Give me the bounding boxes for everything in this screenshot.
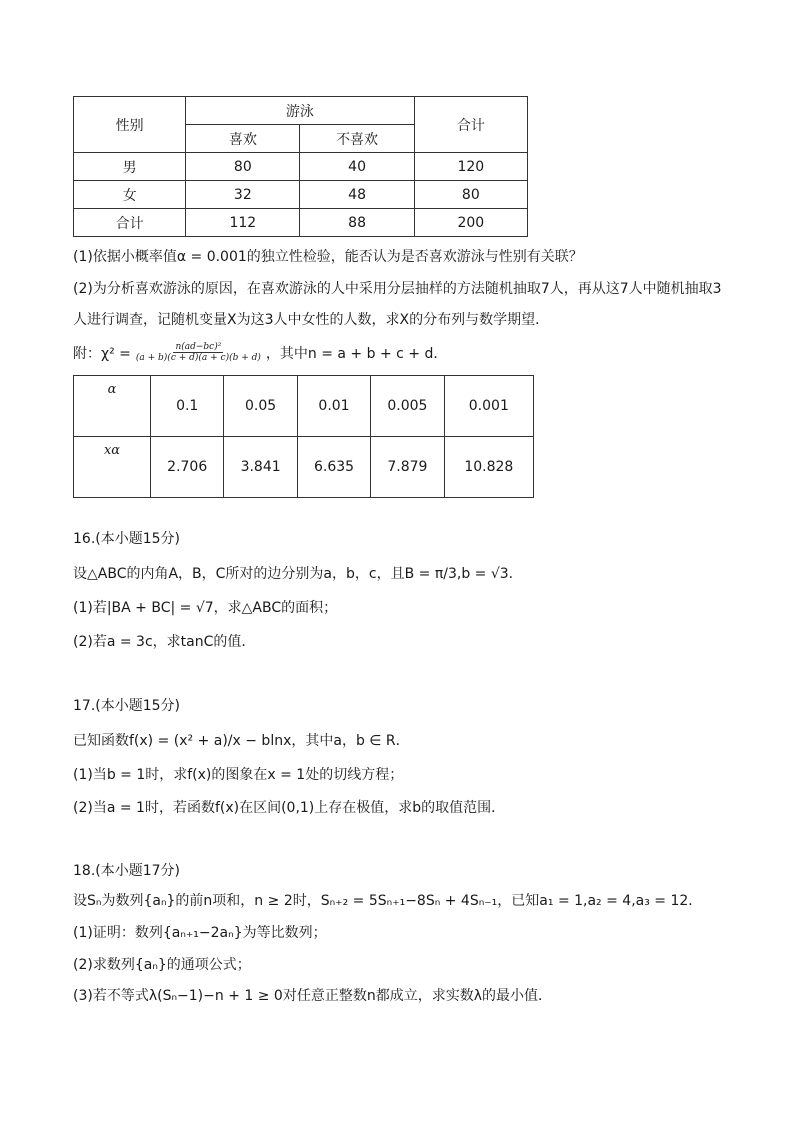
alpha-value: 0.05 xyxy=(224,376,297,437)
cell-like: 112 xyxy=(186,209,300,237)
cell-total: 200 xyxy=(414,209,527,237)
critical-value: 3.841 xyxy=(224,437,297,498)
cell-dislike: 48 xyxy=(300,181,414,209)
q17-part2: (2)当a = 1时，若函数f(x)在区间(0,1)上存在极值，求b的取值范围． xyxy=(73,800,506,816)
q17-stem: 已知函数f(x) = (x² + a)/x − blnx，其中a，b ∈ R． xyxy=(73,733,410,749)
swim-gender-table xyxy=(73,96,528,237)
row-label: 男 xyxy=(74,153,186,181)
q18-part3: (3)若不等式λ(Sₙ−1)−n + 1 ≥ 0对任意正整数n都成立，求实数λ的最小值． xyxy=(73,988,552,1004)
critical-value: 7.879 xyxy=(371,437,444,498)
q18-part1: (1)证明：数列{aₙ₊₁−2aₙ}为等比数列； xyxy=(73,925,327,941)
critical-value-table xyxy=(73,375,534,498)
cell-total: 120 xyxy=(414,153,527,181)
cell-dislike: 88 xyxy=(300,209,414,237)
header-swim: 游泳 xyxy=(186,97,414,125)
alpha-value: 0.01 xyxy=(297,376,370,437)
cell-total: 80 xyxy=(414,181,527,209)
q15-part1: (1)依据小概率值α = 0.001的独立性检验，能否认为是否喜欢游泳与性别有关联？ xyxy=(73,249,583,265)
cell-like: 32 xyxy=(186,181,300,209)
table-row xyxy=(74,181,528,209)
q15-part2-line2: 人进行调查，记随机变量X为这3人中女性的人数，求X的分布列与数学期望． xyxy=(73,312,550,328)
q16-header: 16.(本小题15分) xyxy=(73,531,181,547)
q18-stem: 设Sₙ为数列{aₙ}的前n项和，n ≥ 2时，Sₙ₊₂ = 5Sₙ₊₁−8Sₙ + 4Sₙ₋₁，已知a₁ = 1,a₂ = 4,a₃ = 12． xyxy=(73,893,703,909)
q15-part2-line1: (2)为分析喜欢游泳的原因，在喜欢游泳的人中采用分层抽样的方法随机抽取7人，再从这7人中随机抽取3 xyxy=(73,281,722,297)
x-alpha-label: xα xyxy=(74,437,151,498)
cell-dislike: 40 xyxy=(300,153,414,181)
q16-part2: (2)若a = 3c，求tanC的值． xyxy=(73,634,256,650)
critical-value: 6.635 xyxy=(297,437,370,498)
q16-part1: (1)若|BA + BC| = √7，求△ABC的面积； xyxy=(73,600,338,616)
q18-part2: (2)求数列{aₙ}的通项公式； xyxy=(73,957,251,973)
row-label: 女 xyxy=(74,181,186,209)
q16-stem: 设△ABC的内角A，B，C所对的边分别为a，b，c，且B = π/3,b = √3． xyxy=(73,566,523,582)
chi-square-appendix xyxy=(73,342,447,363)
header-gender: 性别 xyxy=(74,97,186,153)
critical-value: 2.706 xyxy=(151,437,224,498)
q18-header: 18.(本小题17分) xyxy=(73,863,181,879)
header-total: 合计 xyxy=(414,97,527,153)
critical-value: 10.828 xyxy=(444,437,533,498)
fraction-denominator: (a + b)(c + d)(a + c)(b + d) xyxy=(135,353,261,363)
q17-header: 17.(本小题15分) xyxy=(73,698,181,714)
alpha-value: 0.005 xyxy=(371,376,444,437)
appendix-suffix: ，其中n = a + b + c + d． xyxy=(265,345,448,362)
q17-part1: (1)当b = 1时，求f(x)的图象在x = 1处的切线方程； xyxy=(73,767,404,783)
cell-like: 80 xyxy=(186,153,300,181)
header-like: 喜欢 xyxy=(186,125,300,153)
header-dislike: 不喜欢 xyxy=(300,125,414,153)
alpha-value: 0.1 xyxy=(151,376,224,437)
appendix-prefix: 附：χ² = xyxy=(73,345,131,362)
alpha-value: 0.001 xyxy=(444,376,533,437)
table-row xyxy=(74,209,528,237)
alpha-label: α xyxy=(74,376,151,437)
chi-square-fraction xyxy=(134,342,263,363)
fraction-numerator: n(ad−bc)² xyxy=(175,342,222,352)
row-label: 合计 xyxy=(74,209,186,237)
table-row xyxy=(74,153,528,181)
